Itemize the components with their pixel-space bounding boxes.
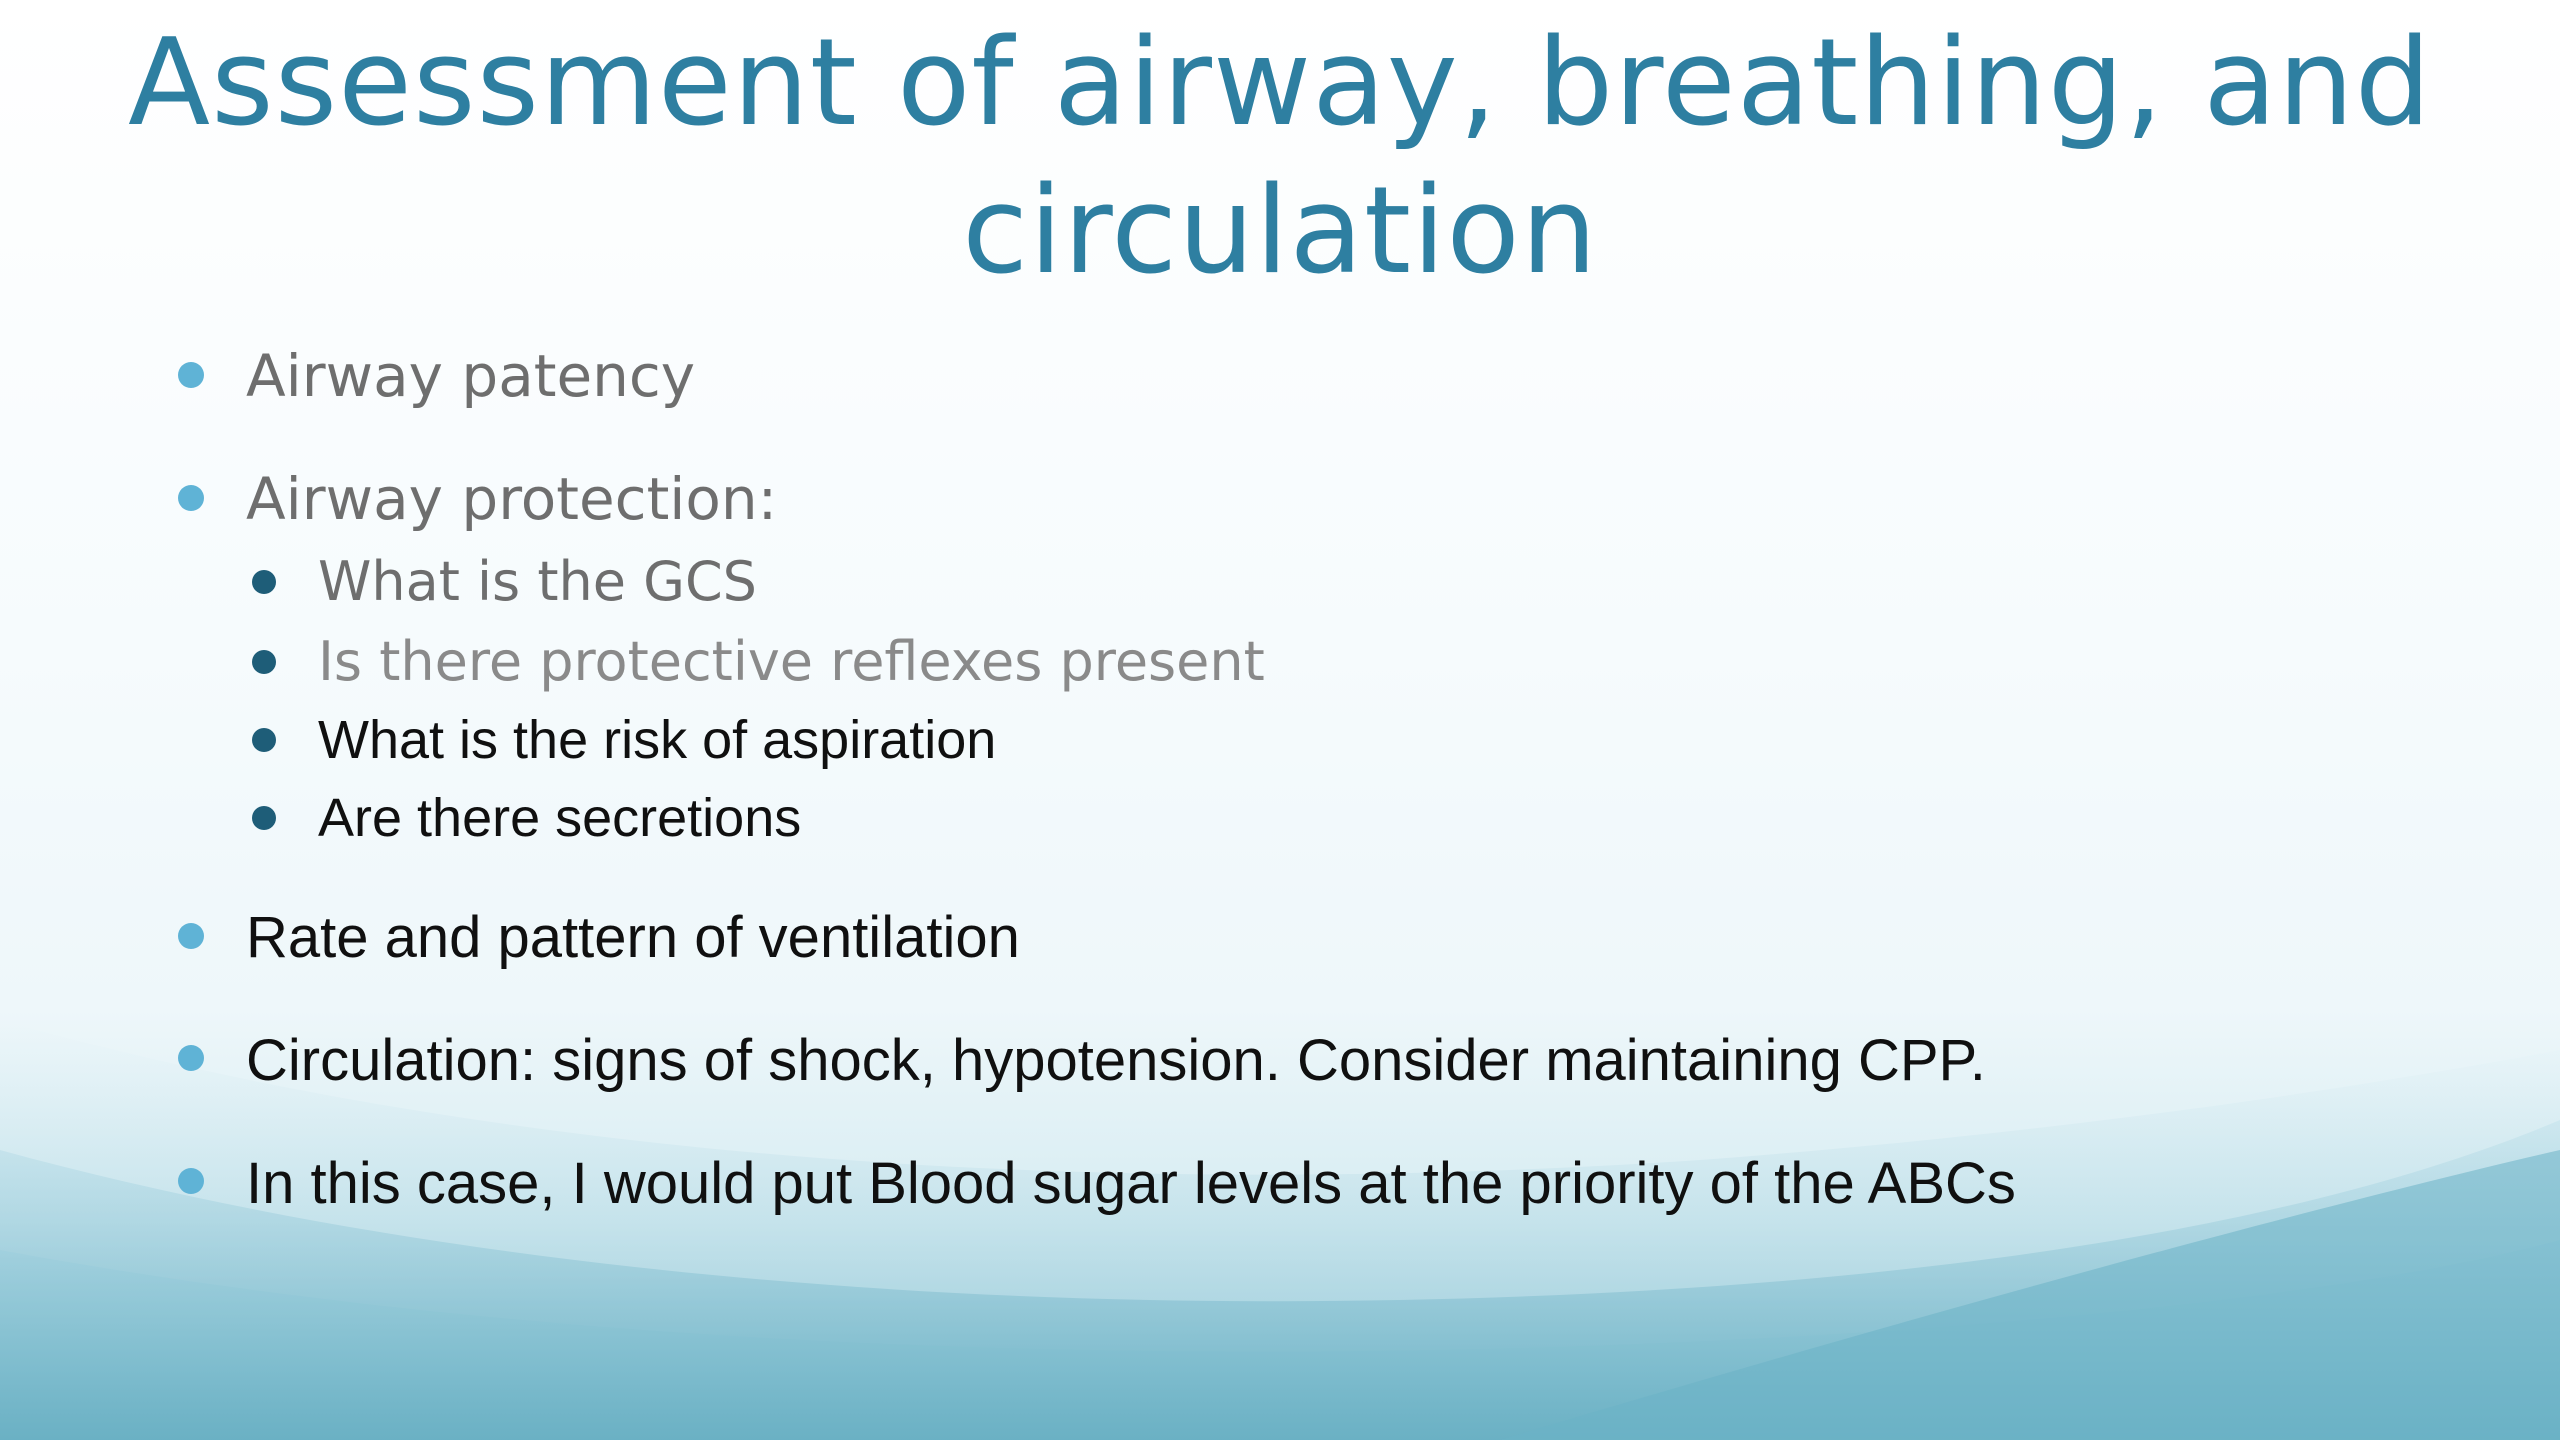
bullet-text: Airway protection: (246, 465, 778, 533)
sub-bullet-text: Are there secretions (318, 788, 802, 848)
bullet-text: Airway patency (246, 342, 696, 410)
sub-bullet-dot (252, 570, 276, 594)
sub-bullet-text: What is the GCS (318, 550, 757, 613)
sub-bullet-dot (252, 650, 276, 674)
bullet-text: Circulation: signs of shock, hypotension. Consider maintaining CPP. (246, 1028, 1986, 1093)
bullet-dot (178, 923, 204, 949)
bullet-dot (178, 485, 204, 511)
sub-bullet-text: Is there protective reflexes present (318, 630, 1265, 693)
sub-bullet-dot (252, 728, 276, 752)
bullet-dot (178, 1168, 204, 1194)
bullet-dot (178, 1045, 204, 1071)
sub-bullet-text: What is the risk of aspiration (318, 710, 997, 770)
slide-title: Assessment of airway, breathing, and circulation (128, 14, 2432, 301)
sub-bullet-dot (252, 806, 276, 830)
bullet-text: In this case, I would put Blood sugar levels at the priority of the ABCs (246, 1151, 2016, 1216)
bullet-text: Rate and pattern of ventilation (246, 905, 1020, 970)
bullet-dot (178, 362, 204, 388)
